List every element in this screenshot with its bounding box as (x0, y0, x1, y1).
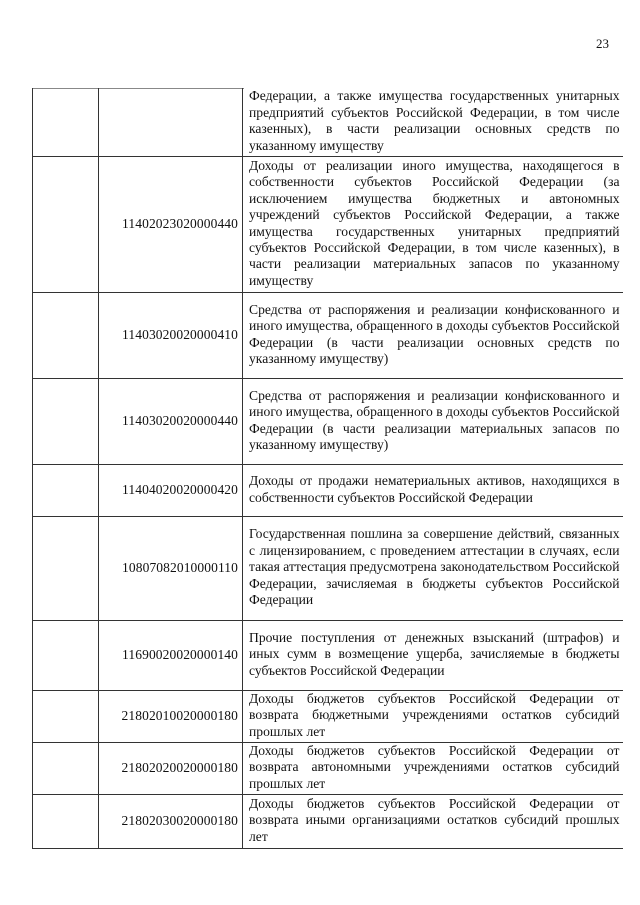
empty-cell (33, 794, 99, 848)
empty-cell (33, 292, 99, 378)
revenue-description: Прочие поступления от денежных взысканий (штрафов) и иных сумм в возмещение ущерба, зачисляемые в бюджеты субъектов Российской Федерации (243, 620, 623, 690)
revenue-code: 11403020020000410 (99, 292, 243, 378)
revenue-code: 11690020020000140 (99, 620, 243, 690)
revenue-code: 21802020020000180 (99, 742, 243, 794)
revenue-description: Государственная пошлина за совершение действий, связанных с лицензированием, с проведением аттестации в случаях, если такая аттестация предусмотрена законодательством Российской Федерации, зачисляемая в бюджеты субъектов Российской Федерации (243, 516, 623, 620)
empty-cell (33, 620, 99, 690)
revenue-code: 10807082010000110 (99, 516, 243, 620)
empty-cell (33, 516, 99, 620)
revenue-description: Средства от распоряжения и реализации конфискованного и иного имущества, обращенного в доходы субъектов Российской Федерации (в части реализации основных средств по указанному имуществу) (243, 292, 623, 378)
table-row (33, 742, 623, 794)
table-row (33, 464, 623, 516)
table-row (33, 378, 623, 464)
empty-cell (33, 378, 99, 464)
revenue-code: 21802030020000180 (99, 794, 243, 848)
empty-cell (33, 156, 99, 292)
table-row (33, 516, 623, 620)
revenue-code: 11404020020000420 (99, 464, 243, 516)
revenue-code: 11402023020000440 (99, 156, 243, 292)
page-number: 23 (596, 36, 609, 51)
table-row (33, 88, 623, 156)
empty-cell (33, 690, 99, 742)
revenue-description: Доходы от продажи нематериальных активов, находящихся в собственности субъектов Российской Федерации (243, 464, 623, 516)
revenue-description: Доходы от реализации иного имущества, находящегося в собственности субъектов Российской Федерации (за исключением имущества бюджетных и автономных учреждений субъектов Российской Федерации, а также имущества государственных унитарных предприятий субъектов Российской Федерации, в том числе казенных), в части реализации материальных запасов по указанному имуществу (243, 156, 623, 292)
revenue-description: Средства от распоряжения и реализации конфискованного и иного имущества, обращенного в доходы субъектов Российской Федерации (в части реализации материальных запасов по указанному имуществу) (243, 378, 623, 464)
table-row (33, 690, 623, 742)
revenue-codes-table (32, 88, 623, 849)
table-row (33, 156, 623, 292)
revenue-description: Доходы бюджетов субъектов Российской Федерации от возврата автономными учреждениями остатков субсидий прошлых лет (243, 742, 623, 794)
revenue-code (99, 88, 243, 156)
revenue-description: Федерации, а также имущества государственных унитарных предприятий субъектов Российской Федерации, в том числе казенных), в части реализации основных средств по указанному имуществу (243, 88, 623, 156)
empty-cell (33, 88, 99, 156)
revenue-description: Доходы бюджетов субъектов Российской Федерации от возврата иными организациями остатков субсидий прошлых лет (243, 794, 623, 848)
table-row (33, 794, 623, 848)
table-row (33, 620, 623, 690)
revenue-code: 21802010020000180 (99, 690, 243, 742)
table-row (33, 292, 623, 378)
revenue-description: Доходы бюджетов субъектов Российской Федерации от возврата бюджетными учреждениями остатков субсидий прошлых лет (243, 690, 623, 742)
empty-cell (33, 742, 99, 794)
empty-cell (33, 464, 99, 516)
revenue-code: 11403020020000440 (99, 378, 243, 464)
